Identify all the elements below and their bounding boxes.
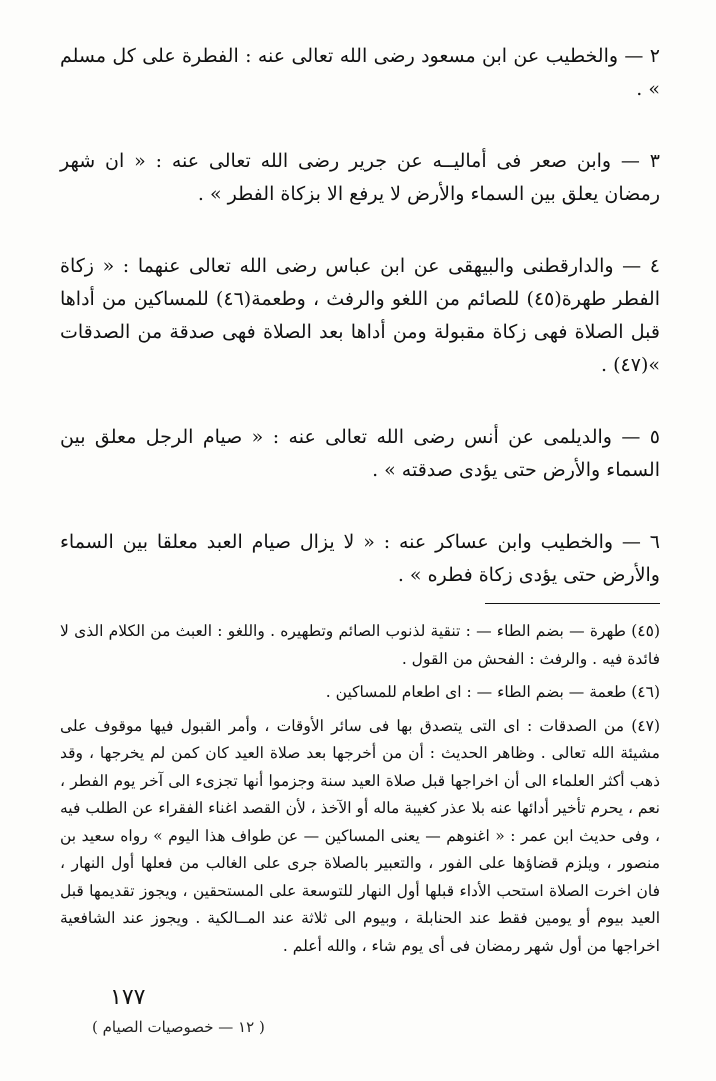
printer-signature: ( ١٢ — خصوصيات الصيام ) <box>92 1018 265 1036</box>
hadith-item-4: ٤ — والدارقطنى والبيهقى عن ابن عباس رضى الله تعالى عنهما : « زكاة الفطر طهرة(٤٥) للصائم من اللغو والرفث ، وطعمة(٤٦) للمساكين من أداها قبل الصلاة فهى زكاة مقبولة ومن أداها بعد الصلاة فهى صدقة من الصدقات »(٤٧) . <box>60 255 660 376</box>
hadith-item-2: ٢ — والخطيب عن ابن مسعود رضى الله تعالى عنه : الفطرة على كل مسلم » . <box>60 45 660 100</box>
footnote-47: (٤٧) من الصدقات : اى التى يتصدق بها فى سائر الأوقات ، وأمر القبول فيها موقوف على مشيئة الله تعالى . وظاهر الحديث : أن من أخرجها بعد صلاة العيد كان كمن لم يخرجها ، وقد ذهب أكثر العلماء الى أن اخراجها قبل صلاة العيد سنة وجزموا أنها تجزىء الى آخر يوم الفطر ، نعم ، يحرم تأخير أدائها عنه بلا عذر كغيبة ماله أو الآخذ ، لأن القصد اغناء الفقراء عن الطلب فيه ، وفى حديث ابن عمر : « اغنوهم — يعنى المساكين — عن طواف هذا اليوم » رواه سعيد بن منصور ، ويلزم قضاؤها على الفور ، والتعبير بالصلاة جرى على الغالب من فعلها أول النهار ، فان اخرت الصلاة استحب الأداء قبلها أول النهار للتوسعة على المستحقين ، ويجوز تقديمها قبل العيد بيوم أو يومين فقط عند الحنابلة ، وبيوم الى ثلاثة عند المــالكية . ويجوز عند الشافعية اخراجها من أول شهر رمضان فى أى يوم شاء ، والله أعلم . <box>60 716 660 955</box>
page-number: ١٧٧ <box>110 985 146 1010</box>
hadith-item-6: ٦ — والخطيب وابن عساكر عنه : « لا يزال صيام العبد معلقا بين السماء والأرض حتى يؤدى زكاة فطره » . <box>60 531 660 586</box>
page-body <box>60 40 660 966</box>
hadith-item-3: ٣ — وابن صعر فى أماليــه عن جرير رضى الله تعالى عنه : « ان شهر رمضان يعلق بين السماء والأرض لا يرفع الا بزكاة الفطر » . <box>60 150 660 205</box>
hadith-item-5: ٥ — والديلمى عن أنس رضى الله تعالى عنه : « صيام الرجل معلق بين السماء والأرض حتى يؤدى صدقته » . <box>60 426 660 481</box>
footnote-46: (٤٦) طعمة — بضم الطاء — : اى اطعام للمساكين . <box>325 683 660 701</box>
footnote-45: (٤٥) طهرة — بضم الطاء — : تنقية لذنوب الصائم وتطهيره . واللغو : العبث من الكلام الذى لا فائدة فيه . والرفث : الفحش من القول . <box>60 622 660 668</box>
footnote-divider <box>485 603 660 604</box>
